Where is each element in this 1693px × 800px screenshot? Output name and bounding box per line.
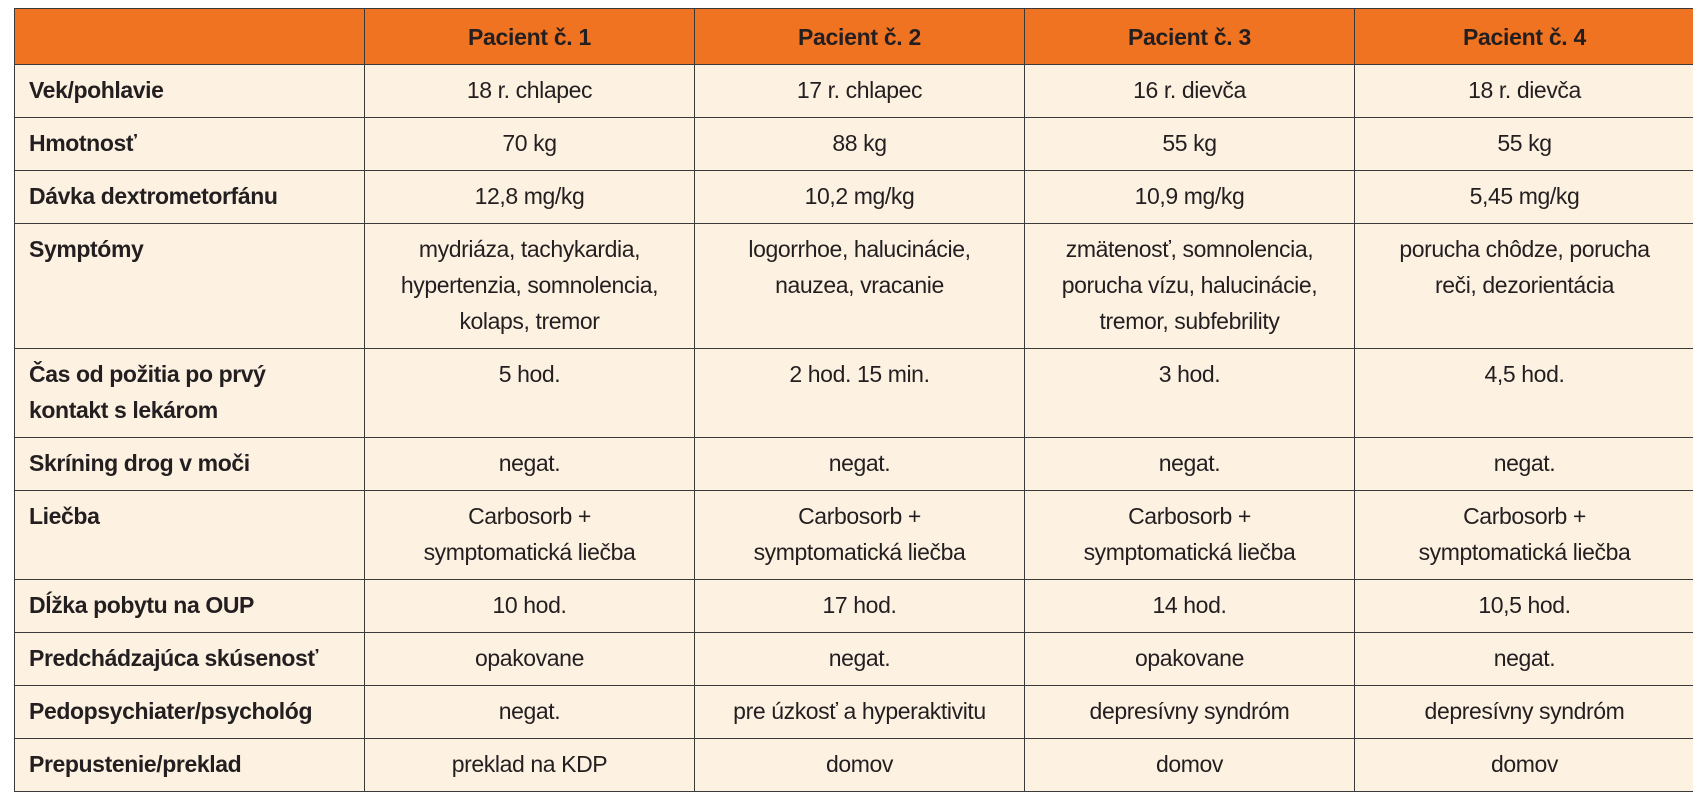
table-cell: domov <box>695 739 1025 792</box>
table-cell: 55 kg <box>1355 118 1693 171</box>
table-row-psychiatrist <box>15 686 1693 739</box>
row-label: Liečba <box>15 491 365 580</box>
table-cell: preklad na KDP <box>365 739 695 792</box>
header-patient-1: Pacient č. 1 <box>365 9 695 65</box>
table-cell: 4,5 hod. <box>1355 349 1693 438</box>
table-cell: negat. <box>365 686 695 739</box>
row-label: Pedopsychiater/psychológ <box>15 686 365 739</box>
table-cell: 2 hod. 15 min. <box>695 349 1025 438</box>
table-cell: 5 hod. <box>365 349 695 438</box>
table-cell: 70 kg <box>365 118 695 171</box>
table-row-time-to-contact <box>15 349 1693 438</box>
row-label: Symptómy <box>15 224 365 349</box>
patient-comparison-table <box>14 8 1693 792</box>
table-cell: negat. <box>1025 438 1355 491</box>
table-cell: mydriáza, tachykardia, hypertenzia, somnolencia, kolaps, tremor <box>365 224 695 349</box>
table-cell: 17 r. chlapec <box>695 65 1025 118</box>
table-cell: Carbosorb + symptomatická liečba <box>365 491 695 580</box>
table-cell: 12,8 mg/kg <box>365 171 695 224</box>
table-cell: 10 hod. <box>365 580 695 633</box>
table-cell: negat. <box>365 438 695 491</box>
table-cell: opakovane <box>365 633 695 686</box>
table-row-drug-screening <box>15 438 1693 491</box>
table-cell: Carbosorb + symptomatická liečba <box>1025 491 1355 580</box>
row-label: Prepustenie/preklad <box>15 739 365 792</box>
table-cell: zmätenosť, somnolencia, porucha vízu, halucinácie, tremor, subfebrility <box>1025 224 1355 349</box>
row-label: Dĺžka pobytu na OUP <box>15 580 365 633</box>
table-cell: logorrhoe, halucinácie, nauzea, vracanie <box>695 224 1025 349</box>
table-cell: depresívny syndróm <box>1355 686 1693 739</box>
table-cell: 3 hod. <box>1025 349 1355 438</box>
table-cell: negat. <box>1355 438 1693 491</box>
table-cell: depresívny syndróm <box>1025 686 1355 739</box>
table-cell: domov <box>1025 739 1355 792</box>
table-cell: porucha chôdze, porucha reči, dezorientácia <box>1355 224 1693 349</box>
row-label: Dávka dextrometorfánu <box>15 171 365 224</box>
table-cell: 10,2 mg/kg <box>695 171 1025 224</box>
patient-comparison-table-container <box>14 8 1693 792</box>
table-cell: Carbosorb + symptomatická liečba <box>1355 491 1693 580</box>
table-cell: 16 r. dievča <box>1025 65 1355 118</box>
table-row-discharge <box>15 739 1693 792</box>
table-cell: 55 kg <box>1025 118 1355 171</box>
table-cell: 10,9 mg/kg <box>1025 171 1355 224</box>
table-row-treatment <box>15 491 1693 580</box>
table-cell: Carbosorb + symptomatická liečba <box>695 491 1025 580</box>
header-corner-cell <box>15 9 365 65</box>
table-cell: negat. <box>695 633 1025 686</box>
table-row-dose <box>15 171 1693 224</box>
table-cell: 88 kg <box>695 118 1025 171</box>
row-label: Hmotnosť <box>15 118 365 171</box>
table-cell: opakovane <box>1025 633 1355 686</box>
table-header-row <box>15 9 1693 65</box>
table-cell: domov <box>1355 739 1693 792</box>
table-cell: 17 hod. <box>695 580 1025 633</box>
header-patient-2: Pacient č. 2 <box>695 9 1025 65</box>
header-patient-4: Pacient č. 4 <box>1355 9 1693 65</box>
table-row-stay-length <box>15 580 1693 633</box>
row-label: Skríning drog v moči <box>15 438 365 491</box>
header-patient-3: Pacient č. 3 <box>1025 9 1355 65</box>
table-cell: 5,45 mg/kg <box>1355 171 1693 224</box>
table-row-previous-experience <box>15 633 1693 686</box>
table-cell: negat. <box>695 438 1025 491</box>
row-label: Čas od požitia po prvý kontakt s lekárom <box>15 349 365 438</box>
table-cell: 18 r. dievča <box>1355 65 1693 118</box>
table-row-symptoms <box>15 224 1693 349</box>
table-cell: pre úzkosť a hyperaktivitu <box>695 686 1025 739</box>
table-row-age-sex <box>15 65 1693 118</box>
table-row-weight <box>15 118 1693 171</box>
table-cell: 14 hod. <box>1025 580 1355 633</box>
table-cell: 18 r. chlapec <box>365 65 695 118</box>
table-cell: 10,5 hod. <box>1355 580 1693 633</box>
row-label: Vek/pohlavie <box>15 65 365 118</box>
table-cell: negat. <box>1355 633 1693 686</box>
row-label: Predchádzajúca skúsenosť <box>15 633 365 686</box>
